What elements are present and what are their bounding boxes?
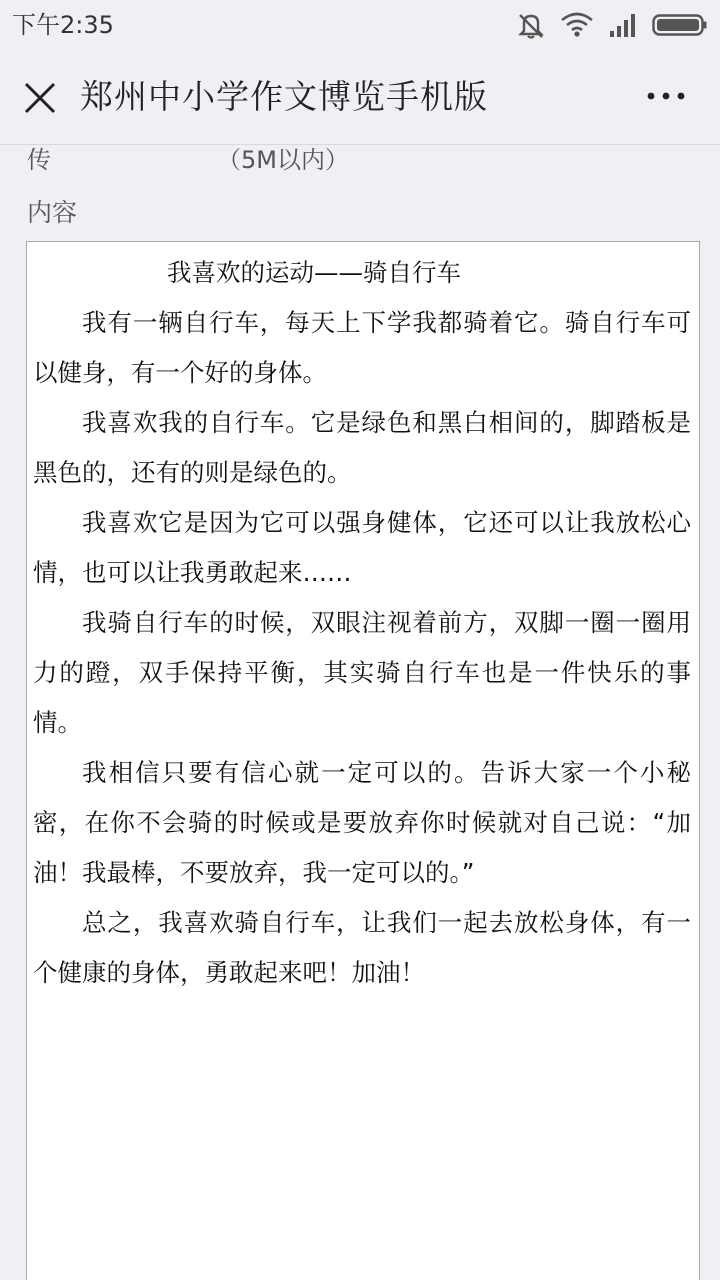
essay-paragraph: 我骑自行车的时候，双眼注视着前方，双脚一圈一圈用力的蹬，双手保持平衡，其实骑自行车也是一件快乐的事情。: [33, 608, 691, 737]
page-title: 郑州中小学作文博览手机版: [80, 77, 488, 116]
essay-paragraph: 我相信只要有信心就一定可以的。告诉大家一个小秘密，在你不会骑的时候或是要放弃你时候就对自己说：“加油！我最棒，不要放弃，我一定可以的。”: [33, 758, 691, 887]
close-icon: [20, 78, 60, 118]
upload-label: 传: [27, 146, 51, 174]
status-bar: [0, 0, 720, 50]
status-time: 下午2:35: [12, 11, 114, 39]
close-button[interactable]: [20, 78, 60, 118]
essay-paragraph: 我有一辆自行车，每天上下学我都骑着它。骑自行车可以健身，有一个好的身体。: [33, 308, 691, 387]
nav-bar: [0, 50, 720, 145]
wifi-icon: [560, 12, 594, 38]
upload-row: [27, 145, 707, 180]
more-button[interactable]: [646, 86, 686, 106]
essay-paragraph: 总之，我喜欢骑自行车，让我们一起去放松身体，有一个健康的身体，勇敢起来吧！加油！: [33, 908, 691, 987]
form-content: [0, 145, 720, 1280]
mute-icon: [516, 11, 546, 39]
status-icons: [516, 8, 708, 42]
signal-icon: [608, 12, 638, 38]
battery-icon: [652, 13, 708, 37]
essay-title: 我喜欢的运动——骑自行车: [167, 258, 461, 287]
upload-size-hint: （5M以内）: [217, 146, 349, 174]
content-label: 内容: [27, 198, 78, 227]
essay-paragraph: 我喜欢它是因为它可以强身健体，它还可以让我放松心情，也可以让我勇敢起来……: [33, 508, 691, 587]
content-textarea[interactable]: [26, 241, 700, 1280]
more-icon: [646, 86, 686, 106]
essay-paragraph: 我喜欢我的自行车。它是绿色和黑白相间的，脚踏板是黑色的，还有的则是绿色的。: [33, 408, 691, 487]
